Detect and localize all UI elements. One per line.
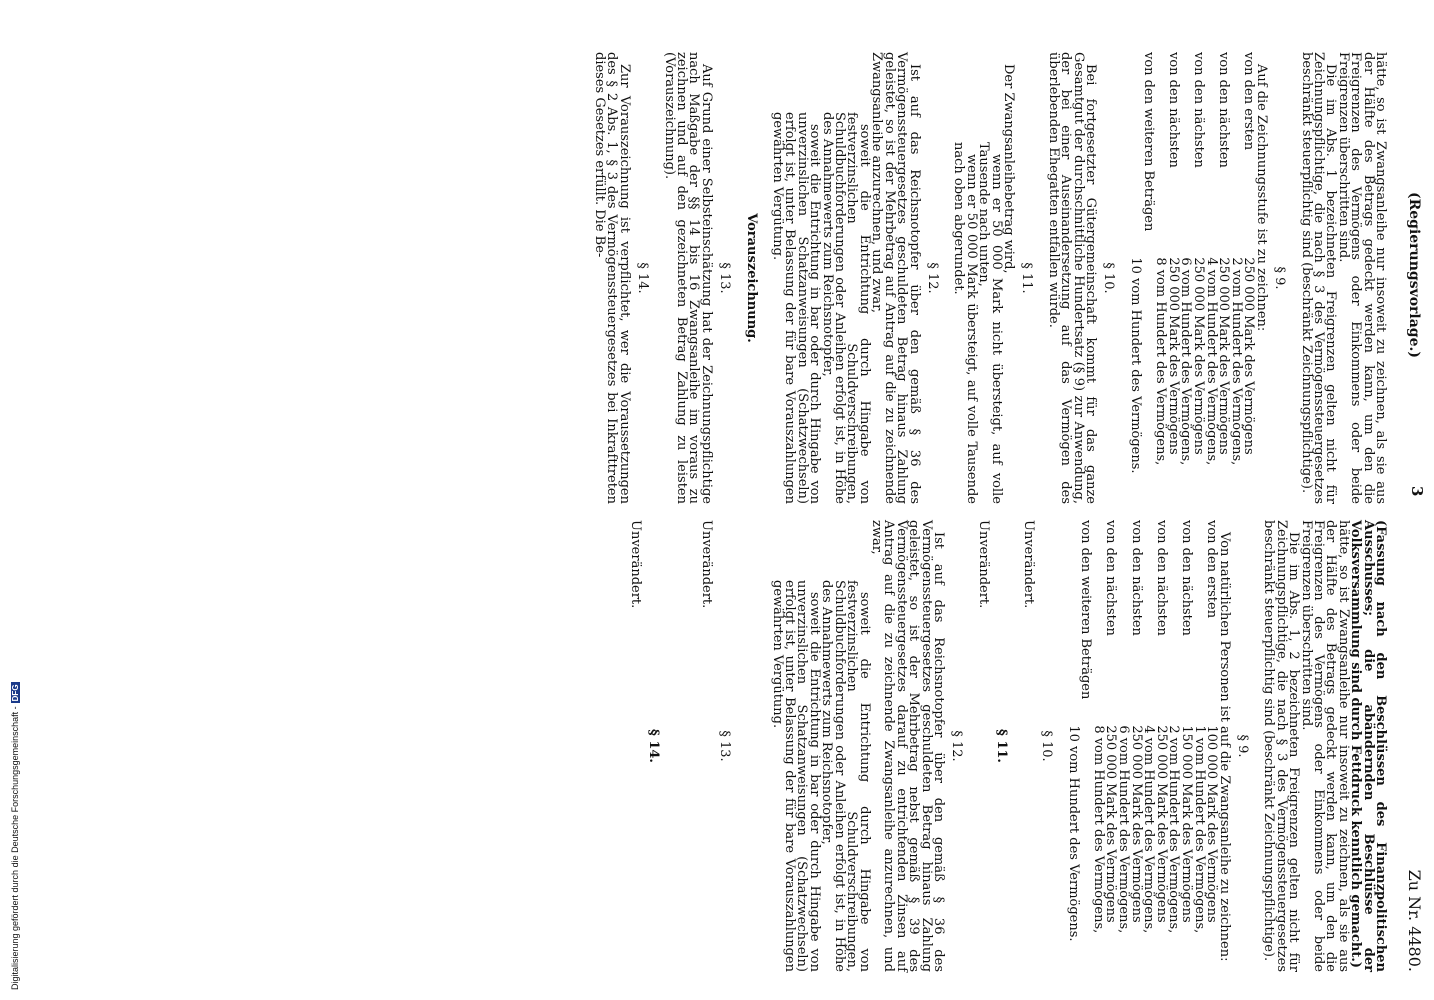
section-heading: § 11. [1019,262,1035,294]
left-column-title: (Regierungsvorlage.) [1406,191,1422,359]
rate-row [1154,520,1167,972]
rate-label: von den nächsten [1165,52,1181,168]
dfg-logo: DFG [11,684,20,702]
rate-label: von den ersten [1241,52,1257,151]
left-column [593,52,1386,504]
rate-value: 10 vom Hundert des Vermögens. [1128,257,1143,474]
right-paragraph: Von natürlichen Personen ist auf die Zwangsanleihe zu zeichnen: [1216,532,1232,962]
credit-text: Digitalisierung gefördert durch die Deutsche Forschungsgemeinschaft - [10,706,20,990]
rate-value: 4 vom Hundert des Vermögens, [1141,725,1157,934]
section-heading: § 12. [949,730,965,762]
right-paragraph: Die im Abs. 1, 2 bezeichneten Freigrenzen gelten nicht für Zeichnungspflichtige, die nach § 3 des Vermögenssteuergesetzes beschränkt steuerpflichtig sind (beschränkt Zeichnungspflichtige). [1261,520,1302,972]
rate-table [1128,52,1257,504]
section-heading: § 10. [1101,262,1117,294]
rate-amount: 250 000 Mark des Vermögens [1165,257,1181,455]
rate-row [1179,520,1192,972]
right-paragraph: Ist auf das Reichsnotopfer über den gemäß § 36 des Vermögenssteuergesetzes geschuldeten Betrag hinaus Zahlung geleistet, so ist der Mehrbetrag nebst gemäß § 39 des Vermögenssteuergesetzes darauf zu entrichtenden Zinsen auf Antrag auf die zu zeichnende Zwangsanleihe anzurechnen, und zwar, [868,520,946,972]
rate-amount: 100 000 Mark des Vermögens [1204,725,1220,923]
rate-row [1066,520,1079,972]
digitization-credit [10,682,20,990]
rate-value: 2 vom Hundert des Vermögens, [1166,725,1182,934]
document-reference: Zu Nr. 4480. [1405,869,1424,972]
left-paragraph: Ist auf das Reichsnotopfer über den gemäß § 36 des Vermögenssteuergesetzes geschuldeten Betrag hinaus Zahlung geleistet, so ist der Mehrbetrag auf Antrag auf die zu zeichnende Zwangsanleihe anzurechnen, und zwar, [869,52,922,504]
unchanged-note: Unverändert. [628,520,644,609]
rate-amount: 250 000 Mark des Vermögens [1190,257,1206,455]
left-clause: soweit die Entrichtung durch Hingabe von festverzinslichen Schuldverschreibungen, Schuldbuchforderungen oder Anleihen erfolgt ist, in Höhe des Annahmewerts zum Reichsnotopfer, [819,112,872,504]
right-paragraph: hätte, so ist Zwangsanleihe nur insoweit zu zeichnen, als sie aus der Hälfte des Betrags gedeckt werden kann, um den die Freigrenzen des Vermögens oder Einkommens oder beide Freigrenzen überschritten sind. [1298,520,1351,972]
section-heading: § 11. [994,729,1010,763]
section-heading: § 9. [1272,266,1288,290]
rate-label: von den nächsten [1216,52,1232,168]
rate-value: 6 vom Hundert des Vermögens, [1115,725,1131,934]
left-paragraph: Die im Abs. 1 bezeichneten Freigrenzen gelten nicht für Zeichnungspflichtige, die nach § 3 des Vermögenssteuergesetzes beschränkt steuerpflichtig sind (beschränkt Zeichnungspflichtige). [1298,52,1339,504]
left-paragraph: Auf Grund einer Selbsteinschätzung hat der Zeichnungspflichtige nach Maßgabe der §§ 14 bis 16 Zwangsanleihe im voraus zu zeichnen und auf den gezeichneten Betrag Zahlung zu leisten (Vorauszeichnung). [661,52,714,504]
rate-row [1191,52,1204,504]
unchanged-note: Unverändert. [698,520,714,609]
rate-value: 6 vom Hundert des Vermögens, [1178,257,1194,466]
rate-value: 8 vom Hundert des Vermögens, [1153,257,1169,466]
rate-amount: 250 000 Mark des Vermögens [1241,257,1257,455]
left-paragraph: Der Zwangsanleihebetrag wird, [1000,64,1016,274]
rate-label: von den nächsten [1178,520,1194,636]
left-paragraph: Zur Vorauszeichnung ist verpflichtet, wer die Voraussetzungen des § 2 Abs. 1, § 3 des Vermögenssteuergesetzes bei Inkrafttreten dieses Gesetzes erfüllt. Die Be- [592,52,632,504]
left-clause: wenn er 50 000 Mark übersteigt, auf volle Tausende nach oben abgerundet. [951,142,979,504]
rate-value: 1 vom Hundert des Vermögens, [1191,725,1207,934]
rate-amount: 150 000 Mark des Vermögens [1178,725,1194,923]
rate-value: 2 vom Hundert des Vermögens, [1228,257,1244,466]
right-clause: soweit die Entrichtung in bar oder durch Hingabe von unverzinslichen Schatzanweisungen (Schatzwechseln) erfolgt ist, unter Belassung der für bare Vorauszahlungen gewährten Vergütung. [769,580,822,972]
rate-row [1229,52,1242,504]
page-number: 3 [1408,486,1426,497]
rate-value: 4 vom Hundert des Vermögens, [1203,257,1219,466]
rate-amount: 250 000 Mark des Vermögens [1128,725,1144,923]
unchanged-note: Unverändert. [1020,520,1036,609]
left-paragraph: Bei fortgesetzter Gütergemeinschaft kommt für das ganze Gesamtgut der durchschnittliche Hundertsatz (§ 9) zur Anwendung, der bei einer Auseinandersetzung auf das Vermögen des überlebenden Ehegatten entfallen würde. [1045,52,1098,504]
right-clause: soweit die Entrichtung durch Hingabe von festverzinslichen Schuldverschreibungen, Schuldbuchforderungen oder Anleihen erfolgt ist, in Höhe des Annahmewerts zum Reichsnotopfer, [819,580,872,972]
rate-table [1065,520,1220,972]
rate-label: von den nächsten [1103,520,1119,636]
section-heading: § 12. [924,262,940,294]
rate-label: von den ersten [1204,520,1220,619]
rate-row [1091,520,1104,972]
section-heading: § 14. [635,262,651,294]
section-heading: § 14. [646,729,662,763]
rate-row [1116,520,1129,972]
rate-label: von den nächsten [1153,520,1169,636]
rate-amount: 250 000 Mark des Vermögens [1216,257,1232,455]
left-clause: soweit die Entrichtung in bar oder durch Hingabe von unverzinslichen Schatzanweisungen (Schatzwechseln) erfolgt ist, unter Belassung der für bare Vorauszahlungen gewährten Vergütung. [770,112,823,504]
section-heading: § 13. [717,262,733,294]
unchanged-note: Unverändert. [975,520,991,609]
right-column [629,520,1386,972]
rate-label: von den nächsten [1128,520,1144,636]
rate-value: 10 vom Hundert des Vermögens. [1065,725,1081,942]
section-heading: § 13. [717,730,733,762]
rate-label: von den nächsten [1190,52,1206,168]
rate-amount: 250 000 Mark des Vermögens [1103,725,1119,923]
left-paragraph: hätte, so ist Zwangsanleihe nur insoweit zu zeichnen, als sie aus der Hälfte des Betrags gedeckt werden kann, um den die Freigrenzen des Vermögens oder Einkommens oder beide Freigrenzen überschritten sind. [1335,52,1388,504]
chapter-heading: Vorauszeichnung. [743,213,759,343]
right-intro: (Fassung nach den Beschlüssen des Finanzpolitischen Ausschusses; die abändernden Beschlüsse der Volksversammlung sind durch Fettdruck kenntlich gemacht.) [1348,520,1388,972]
left-clause: wenn er 50 000 Mark nicht übersteigt, auf volle Tausende nach unten, [976,142,1004,504]
rate-value: 8 vom Hundert des Vermögens, [1090,725,1106,934]
rate-row [1166,52,1179,504]
rate-row [1128,52,1141,504]
section-heading: § 9. [1234,734,1250,758]
rate-label: von den weiteren Beträgen [1078,520,1094,700]
rate-amount: 250 000 Mark des Vermögens [1153,725,1169,923]
rate-label: von den weiteren Beträgen [1140,52,1156,232]
left-paragraph: Auf die Zeichnungsstufe ist zu zeichnen: [1253,64,1269,332]
section-heading: § 10. [1039,730,1054,762]
